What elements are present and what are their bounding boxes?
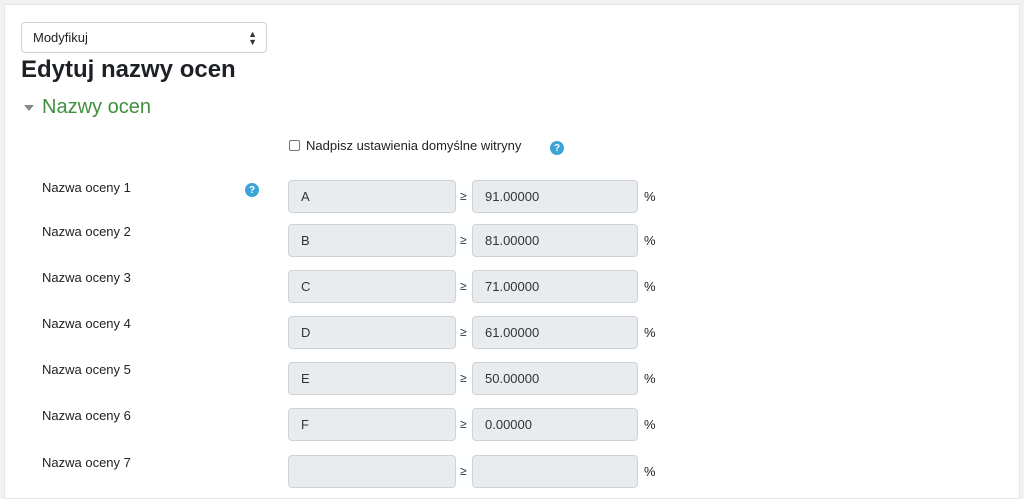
ge-symbol: ≥	[460, 371, 467, 385]
override-label: Nadpisz ustawienia domyślne witryny	[306, 138, 522, 153]
grade-label: Nazwa oceny 7	[42, 455, 131, 470]
ge-symbol: ≥	[460, 464, 467, 478]
percent-symbol: %	[644, 233, 656, 248]
grade-boundary-input[interactable]: 71.00000	[472, 270, 638, 303]
grade-boundary-input[interactable]	[472, 455, 638, 488]
grade-letter-input[interactable]: A	[288, 180, 456, 213]
ge-symbol: ≥	[460, 189, 467, 203]
grade-row	[0, 224, 1024, 258]
grade-label: Nazwa oceny 2	[42, 224, 131, 239]
grade-letter-input[interactable]: D	[288, 316, 456, 349]
help-icon[interactable]: ?	[245, 183, 259, 197]
collapse-triangle-icon	[24, 105, 34, 111]
percent-symbol: %	[644, 189, 656, 204]
grade-letter-input[interactable]: E	[288, 362, 456, 395]
grade-letter-input[interactable]	[288, 455, 456, 488]
grade-label: Nazwa oceny 1	[42, 180, 131, 195]
section-title: Nazwy ocen	[42, 96, 151, 118]
grade-row	[0, 270, 1024, 304]
page-title: Edytuj nazwy ocen	[21, 56, 236, 83]
grade-letter-input[interactable]: C	[288, 270, 456, 303]
ge-symbol: ≥	[460, 325, 467, 339]
grade-row	[0, 362, 1024, 396]
grade-boundary-input[interactable]: 81.00000	[472, 224, 638, 257]
percent-symbol: %	[644, 325, 656, 340]
section-header-nazwy-ocen[interactable]	[24, 96, 151, 119]
percent-symbol: %	[644, 279, 656, 294]
grade-boundary-input[interactable]: 50.00000	[472, 362, 638, 395]
grade-boundary-input[interactable]: 61.00000	[472, 316, 638, 349]
grade-row	[0, 316, 1024, 350]
grade-boundary-input[interactable]: 91.00000	[472, 180, 638, 213]
percent-symbol: %	[644, 417, 656, 432]
percent-symbol: %	[644, 464, 656, 479]
grade-row	[0, 180, 1024, 214]
select-arrows-icon: ▲ ▼	[248, 28, 257, 47]
grade-label: Nazwa oceny 4	[42, 316, 131, 331]
grade-letter-input[interactable]: F	[288, 408, 456, 441]
grade-letter-input[interactable]: B	[288, 224, 456, 257]
action-select-value: Modyfikuj	[33, 30, 88, 45]
override-checkbox-field[interactable]	[289, 138, 521, 153]
grade-label: Nazwa oceny 3	[42, 270, 131, 285]
help-icon[interactable]: ?	[550, 141, 564, 155]
ge-symbol: ≥	[460, 417, 467, 431]
grade-row	[0, 455, 1024, 489]
grade-label: Nazwa oceny 5	[42, 362, 131, 377]
override-checkbox[interactable]	[289, 140, 300, 151]
ge-symbol: ≥	[460, 233, 467, 247]
ge-symbol: ≥	[460, 279, 467, 293]
action-select[interactable]	[21, 22, 267, 53]
grade-row	[0, 408, 1024, 442]
grade-label: Nazwa oceny 6	[42, 408, 131, 423]
grade-boundary-input[interactable]: 0.00000	[472, 408, 638, 441]
percent-symbol: %	[644, 371, 656, 386]
